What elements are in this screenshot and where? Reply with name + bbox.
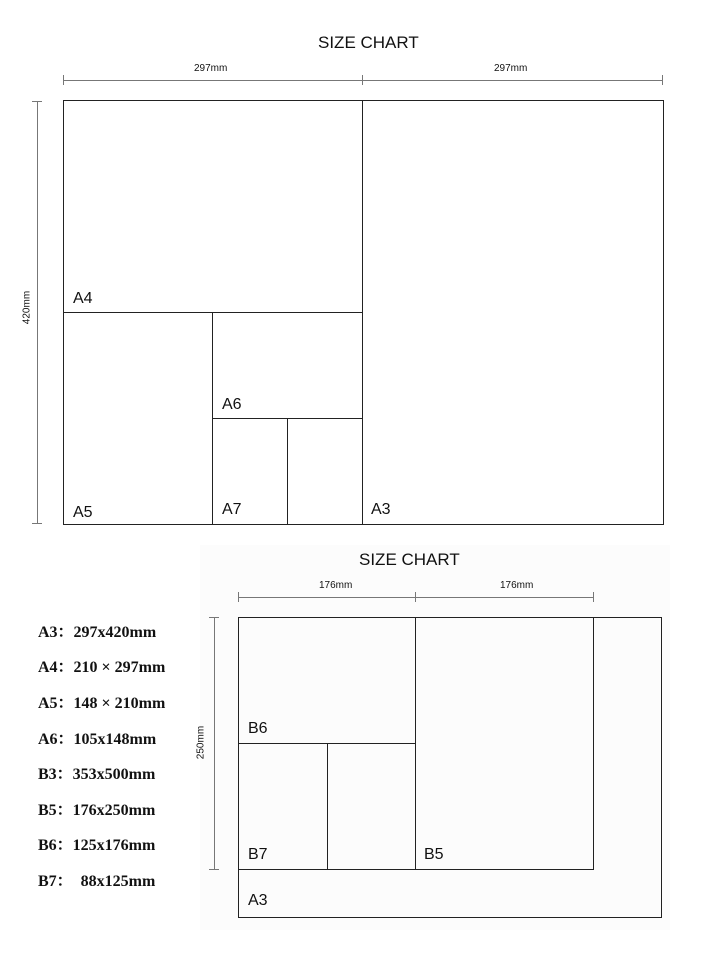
dimension-tick	[415, 592, 416, 602]
label-b6: B6	[248, 720, 268, 737]
label-a4: A4	[73, 290, 93, 307]
dimension-tick	[362, 75, 363, 85]
legend-item-b3: B3：353x500mm	[38, 766, 156, 783]
legend-item-a5: A5：148 × 210mm	[38, 695, 166, 712]
dimension-tick	[593, 592, 594, 602]
legend-item-b5: B5：176x250mm	[38, 802, 156, 819]
top-dim-label-right: 297mm	[494, 63, 528, 74]
dimension-tick	[662, 75, 663, 85]
legend-item-a3: A3：297x420mm	[38, 624, 157, 641]
a4-bottom-line	[63, 312, 363, 313]
dimension-tick	[32, 523, 42, 524]
b6-right-line	[415, 617, 416, 870]
dimension-tick	[63, 75, 64, 85]
bottom-dim-label-left: 176mm	[319, 580, 353, 591]
bottom-outer-frame	[238, 617, 662, 918]
legend-item-a6: A6：105x148mm	[38, 731, 157, 748]
legend-item-b7: B7： 88x125mm	[38, 873, 156, 890]
label-a6: A6	[222, 396, 242, 413]
top-height-dimension-line	[37, 101, 38, 524]
top-dim-label-left: 297mm	[194, 63, 228, 74]
a7-right-line	[287, 418, 288, 524]
label-a3-top: A3	[371, 501, 391, 518]
legend-item-a4: A4：210 × 297mm	[38, 659, 166, 676]
top-chart-title: SIZE CHART	[318, 33, 419, 52]
dimension-tick	[209, 869, 219, 870]
top-dim-label-height: 420mm	[21, 290, 33, 325]
label-a3-bottom: A3	[248, 892, 268, 909]
label-a7: A7	[222, 501, 242, 518]
bottom-dim-label-height: 250mm	[195, 725, 207, 760]
bottom-dim-label-right: 176mm	[500, 580, 534, 591]
bottom-height-dimension-line	[214, 617, 215, 870]
legend-item-b6: B6：125x176mm	[38, 837, 156, 854]
bottom-chart-title: SIZE CHART	[359, 550, 460, 569]
b5-right-line	[593, 617, 594, 870]
label-b5: B5	[424, 846, 444, 863]
dimension-tick	[32, 101, 42, 102]
top-width-dimension-line	[63, 80, 663, 81]
label-b7: B7	[248, 846, 268, 863]
b7-right-line	[327, 743, 328, 869]
dimension-tick	[209, 617, 219, 618]
label-a5: A5	[73, 504, 93, 521]
dimension-tick	[238, 592, 239, 602]
